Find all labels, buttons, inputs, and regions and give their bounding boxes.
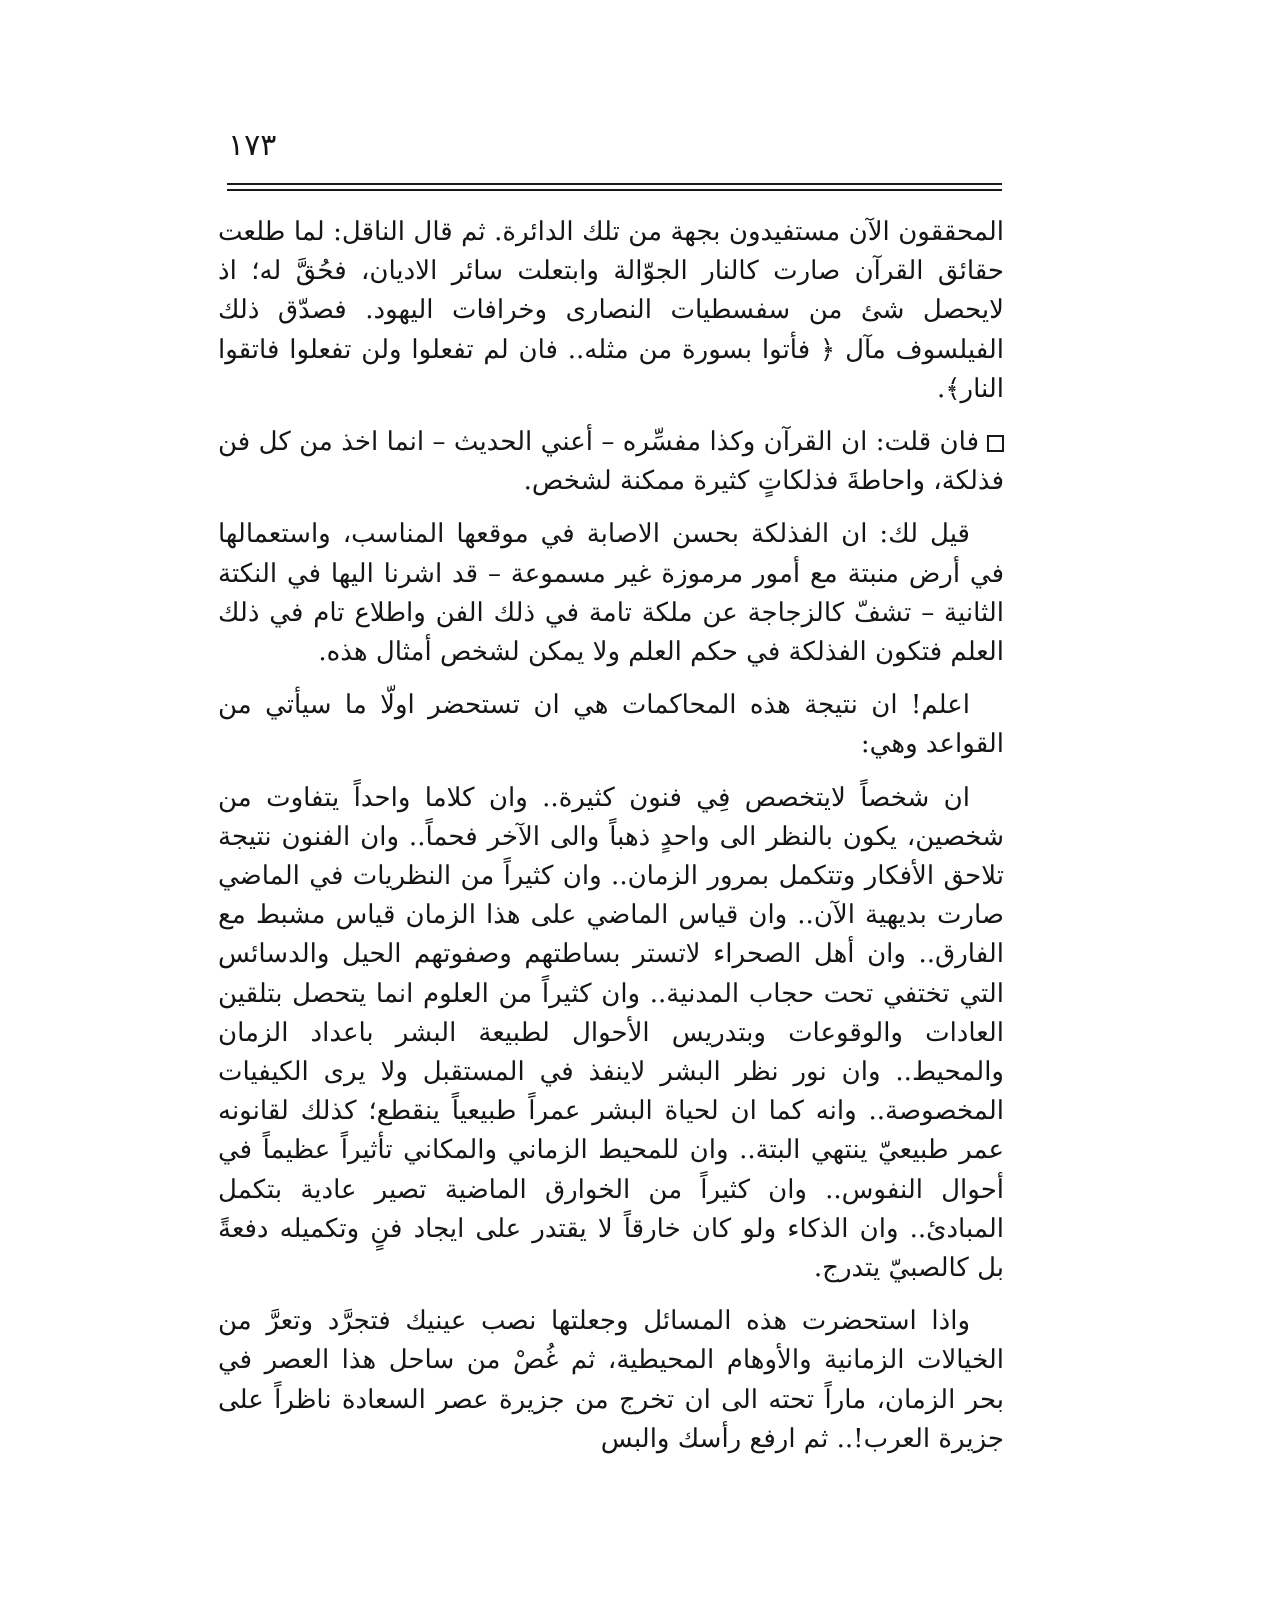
body-text: [218, 213, 1004, 1473]
paragraph-2: [218, 423, 1004, 501]
paragraph-2-text: فان قلت: ان القرآن وكذا مفسِّره – أعني الحديث – انما اخذ من كل فن فذلكة، واحاطةَ فذلكاتٍ كثيرة ممكنة لشخص.: [218, 427, 1004, 497]
paragraph-5: ان شخصاً لايتخصص فِي فنون كثيرة.. وان كلاما واحداً يتفاوت من شخصين، يكون بالنظر الى واحدٍ ذهباً والى الآخر فحماً.. وان الفنون نتيجة تلاحق الأفكار وتتكمل بمرور الزمان.. وان كثيراً من النظريات في الماضي صارت بديهية الآن.. وان قياس الماضي على هذا الزمان قياس مشبط مع الفارق.. وان أهل الصحراء لاتستر بساطتهم وصفوتهم الحيل والدسائس التي تختفي تحت حجاب المدنية.. وان كثيراً من العلوم انما يتحصل بتلقين العادات والوقوعات وبتدريس الأحوال لطبيعة البشر باعداد الزمان والمحيط.. وان نور نظر البشر لاينفذ في المستقبل ولا يرى الكيفيات المخصوصة.. وانه كما ان لحياة البشر عمراً طبيعياً ينقطع؛ كذلك لقانونه عمر طبيعيّ ينتهي البتة.. وان للمحيط الزماني والمكاني تأثيراً عظيماً في أحوال النفوس.. وان كثيراً من الخوارق الماضية تصير عادية بتكمل المبادئ.. وان الذكاء ولو كان خارقاً لا يقتدر على ايجاد فنٍ وتكميله دفعةً بل كالصبيّ يتدرج.: [218, 782, 1004, 1284]
paragraph-6: واذا استحضرت هذه المسائل وجعلتها نصب عينيك فتجرَّد وتعرَّ من الخيالات الزمانية والأوهام المحيطية، ثم غُصْ من ساحل هذا العصر في بحر الزمان، ماراً تحته الى ان تخرج من جزيرة عصر السعادة ناظراً على جزيرة العرب!.. ثم ارفع رأسك والبس: [218, 1306, 1004, 1454]
paragraph-4: اعلم! ان نتيجة هذه المحاكمات هي ان تستحضر اولّا ما سيأتي من القواعد وهي:: [218, 690, 1004, 760]
section-marker-icon: [987, 435, 1004, 452]
paragraph-1: المحققون الآن مستفيدون بجهة من تلك الدائرة. ثم قال الناقل: لما طلعت حقائق القرآن صارت كالنار الجوّالة وابتعلت سائر الاديان، فحُقَّ له؛ اذ لايحصل شئ من سفسطيات النصارى وخرافات اليهود. فصدّق ذلك الفيلسوف مآل ﴿ فأتوا بسورة من مثله.. فان لم تفعلوا ولن تفعلوا فاتقوا النار﴾.: [218, 217, 1004, 404]
page-number: ١٧٣: [228, 128, 277, 163]
header-rule-top: [227, 183, 1002, 185]
header-rule-bottom: [227, 189, 1002, 191]
paragraph-3: قيل لك: ان الفذلكة بحسن الاصابة في موقعها المناسب، واستعمالها في أرض منبتة مع أمور مرموزة غير مسموعة – قد اشرنا اليها في النكتة الثانية – تشفّ كالزجاجة عن ملكة تامة في ذلك الفن واطلاع تام في ذلك العلم فتكون الفذلكة في حكم العلم ولا يمكن لشخص أمثال هذه.: [218, 519, 1004, 668]
